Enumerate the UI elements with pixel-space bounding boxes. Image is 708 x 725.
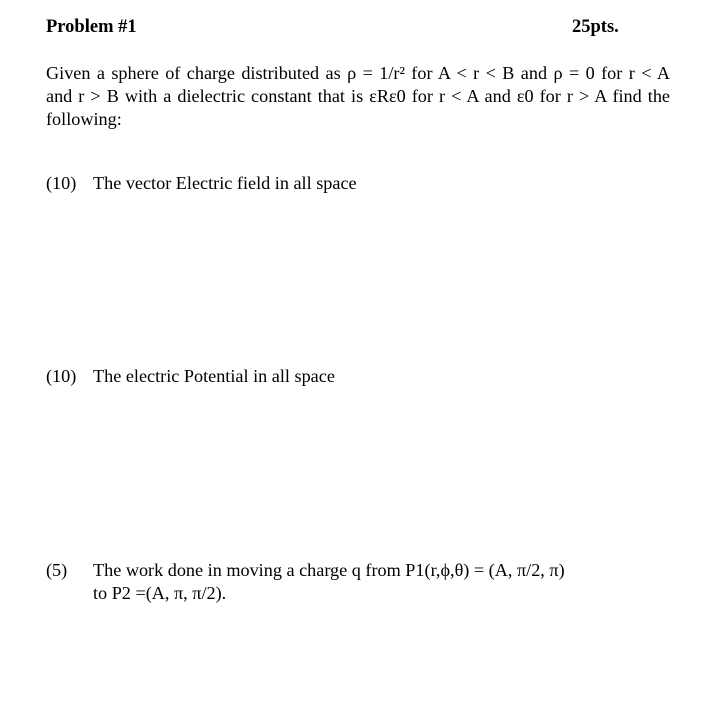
statement-line-2: and r > B with a dielectric constant that is εRε0 for r < A and ε0 for r > A find the — [46, 86, 670, 106]
question-points: (10) — [46, 173, 77, 193]
problem-title: Problem #1 — [46, 17, 137, 37]
problem-statement — [46, 62, 670, 131]
question-electric-field — [46, 171, 446, 195]
points-label: 25pts. — [572, 17, 619, 37]
statement-line-1: Given a sphere of charge distributed as ρ = 1/r² for A < r < B and ρ = 0 for r < A — [46, 63, 670, 83]
question-text: The work done in moving a charge q from P1(r,ϕ,θ) = (A, π/2, π) — [93, 560, 565, 580]
question-points: (10) — [46, 366, 77, 386]
question-electric-potential — [46, 364, 446, 388]
question-text: The vector Electric field in all space — [93, 173, 357, 193]
statement-line-3: following: — [46, 109, 122, 129]
question-points: (5) — [46, 560, 68, 580]
question-text-continued: to P2 =(A, π, π/2). — [93, 583, 227, 603]
question-work-done — [46, 558, 606, 606]
question-text: The electric Potential in all space — [93, 366, 335, 386]
